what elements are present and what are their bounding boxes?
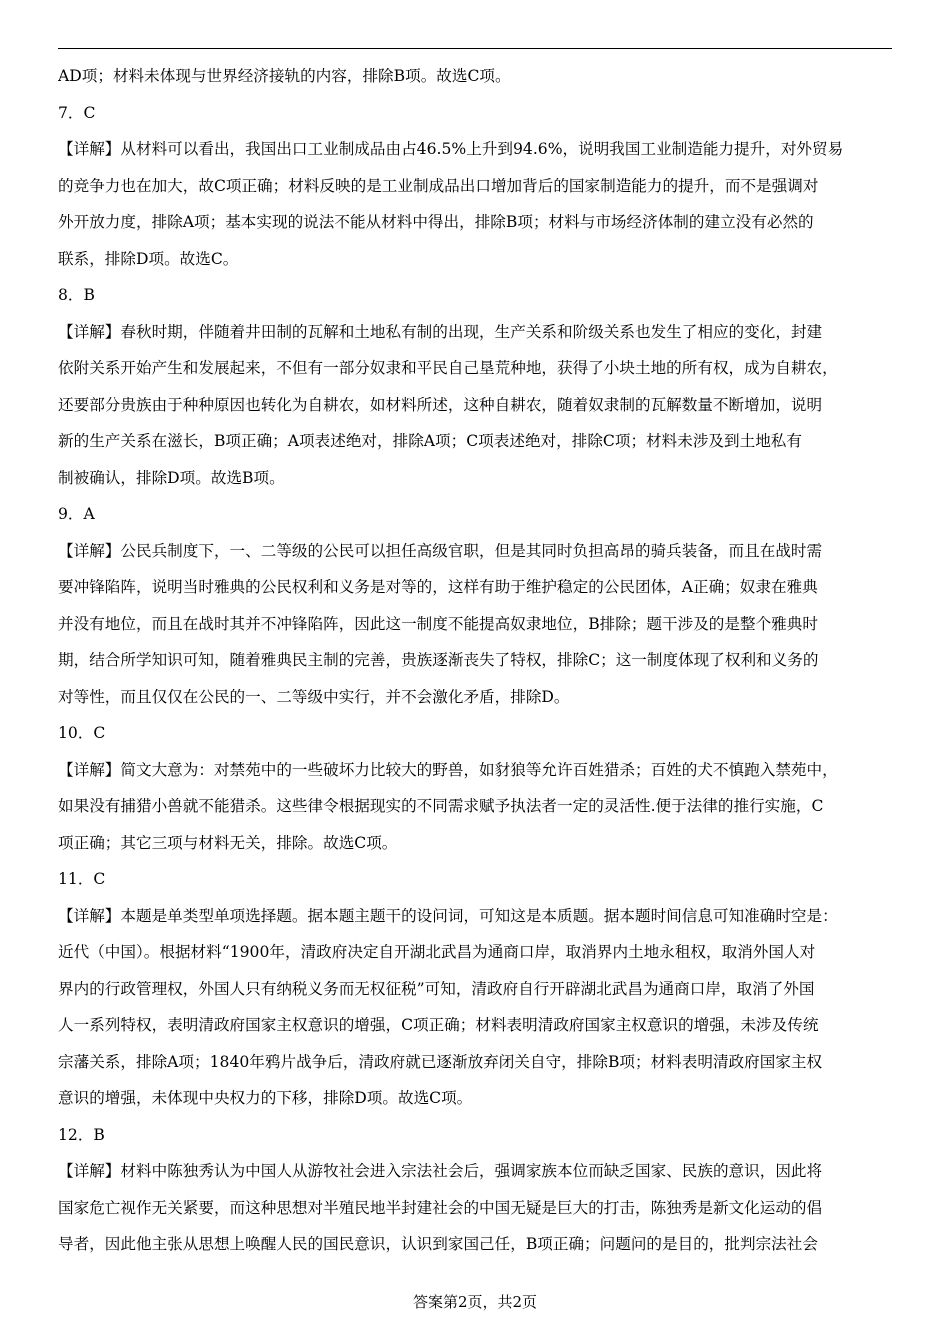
text-line: 新的生产关系在滋长，B项正确；A项表述绝对，排除A项；C项表述绝对，排除C项；材料未涉及到土地私有 <box>58 432 802 450</box>
text-line: 要冲锋陷阵，说明当时雅典的公民权利和义务是对等的，这样有助于维护稳定的公民团体，A正确；奴隶在雅典 <box>58 578 818 596</box>
text-line: AD项；材料未体现与世界经济接轨的内容，排除B项。故选C项。 <box>58 67 511 85</box>
page-footer: 答案第2页，共2页 <box>412 1293 538 1311</box>
text-line: 【详解】简文大意为：对禁苑中的一些破坏力比较大的野兽，如豺狼等允许百姓猎杀；百姓的犬不慎跑入禁苑中， <box>58 760 838 779</box>
text-line: 国家危亡视作无关紧要，而这种思想对半殖民地半封建社会的中国无疑是巨大的打击，陈独秀是新文化运动的倡 <box>58 1198 823 1217</box>
text-line: 【详解】公民兵制度下，一、二等级的公民可以担任高级官职，但是其同时负担高昂的骑兵装备，而且在战时需 <box>58 541 823 560</box>
text-line: 界内的行政管理权，外国人只有纳税义务而无权征税”可知，清政府自行开辟湖北武昌为通商口岸，取消了外国 <box>58 979 815 998</box>
question-number: 11．C <box>58 870 106 888</box>
answer-body <box>58 58 892 1263</box>
text-line: 外开放力度，排除A项；基本实现的说法不能从材料中得出，排除B项；材料与市场经济体制的建立没有必然的 <box>58 213 814 231</box>
text-line: 项正确；其它三项与材料无关，排除。故选C项。 <box>58 833 398 852</box>
text-line: 对等性，而且仅仅在公民的一、二等级中实行，并不会激化矛盾，排除D。 <box>58 687 570 706</box>
text-line: 【详解】本题是单类型单项选择题。据本题主题干的设问词，可知这是本质题。据本题时间信息可知准确时空是： <box>58 906 838 925</box>
text-line: 还要部分贵族由于种种原因也转化为自耕农，如材料所述，这种自耕农，随着奴隶制的瓦解数量不断增加，说明 <box>58 395 823 414</box>
text-line: 的竞争力也在加大，故C项正确；材料反映的是工业制成品出口增加背后的国家制造能力的提升，而不是强调对 <box>58 176 819 195</box>
question-number: 7．C <box>58 103 96 122</box>
text-line: 宗藩关系，排除A项；1840年鸦片战争后，清政府就已逐渐放弃闭关自守，排除B项；材料表明清政府国家主权 <box>58 1052 823 1071</box>
text-line: 期，结合所学知识可知，随着雅典民主制的完善，贵族逐渐丧失了特权，排除C；这一制度体现了权利和义务的 <box>58 651 819 669</box>
text-line: 依附关系开始产生和发展起来，不但有一部分奴隶和平民自己垦荒种地，获得了小块土地的所有权，成为自耕农， <box>58 359 838 377</box>
question-number: 9．A <box>58 505 95 523</box>
text-line: 近代（中国）。根据材料“1900年，清政府决定自开湖北武昌为通商口岸，取消界内土地永租权，取消外国人对 <box>58 943 816 961</box>
text-line: 联系，排除D项。故选C。 <box>58 249 239 268</box>
question-number: 8．B <box>58 286 95 304</box>
header-rule <box>58 48 892 49</box>
text-line: 如果没有捕猎小兽就不能猎杀。这些律令根据现实的不同需求赋予执法者一定的灵活性.便于法律的推行实施，C <box>58 797 824 815</box>
text-line: 人一系列特权，表明清政府国家主权意识的增强，C项正确；材料表明清政府国家主权意识的增强，未涉及传统 <box>58 1016 819 1034</box>
text-line: 导者，因此他主张从思想上唤醒人民的国民意识，认识到家国己任，B项正确；问题问的是目的，批判宗法社会 <box>58 1235 818 1253</box>
text-line: 并没有地位，而且在战时其并不冲锋陷阵，因此这一制度不能提高奴隶地位，B排除；题干涉及的是整个雅典时 <box>58 614 818 633</box>
question-number: 12．B <box>58 1125 105 1144</box>
text-line: 【详解】材料中陈独秀认为中国人从游牧社会进入宗法社会后，强调家族本位而缺乏国家、民族的意识，因此将 <box>58 1162 823 1180</box>
text-line: 【详解】春秋时期，伴随着井田制的瓦解和土地私有制的出现，生产关系和阶级关系也发生了相应的变化，封建 <box>58 322 823 341</box>
question-number: 10．C <box>58 724 106 742</box>
text-line: 【详解】从材料可以看出，我国出口工业制成品由占46.5%上升到94.6%，说明我国工业制造能力提升，对外贸易 <box>58 140 844 158</box>
text-line: 意识的增强，未体现中央权力的下移，排除D项。故选C项。 <box>58 1089 473 1107</box>
text-line: 制被确认，排除D项。故选B项。 <box>58 468 285 487</box>
